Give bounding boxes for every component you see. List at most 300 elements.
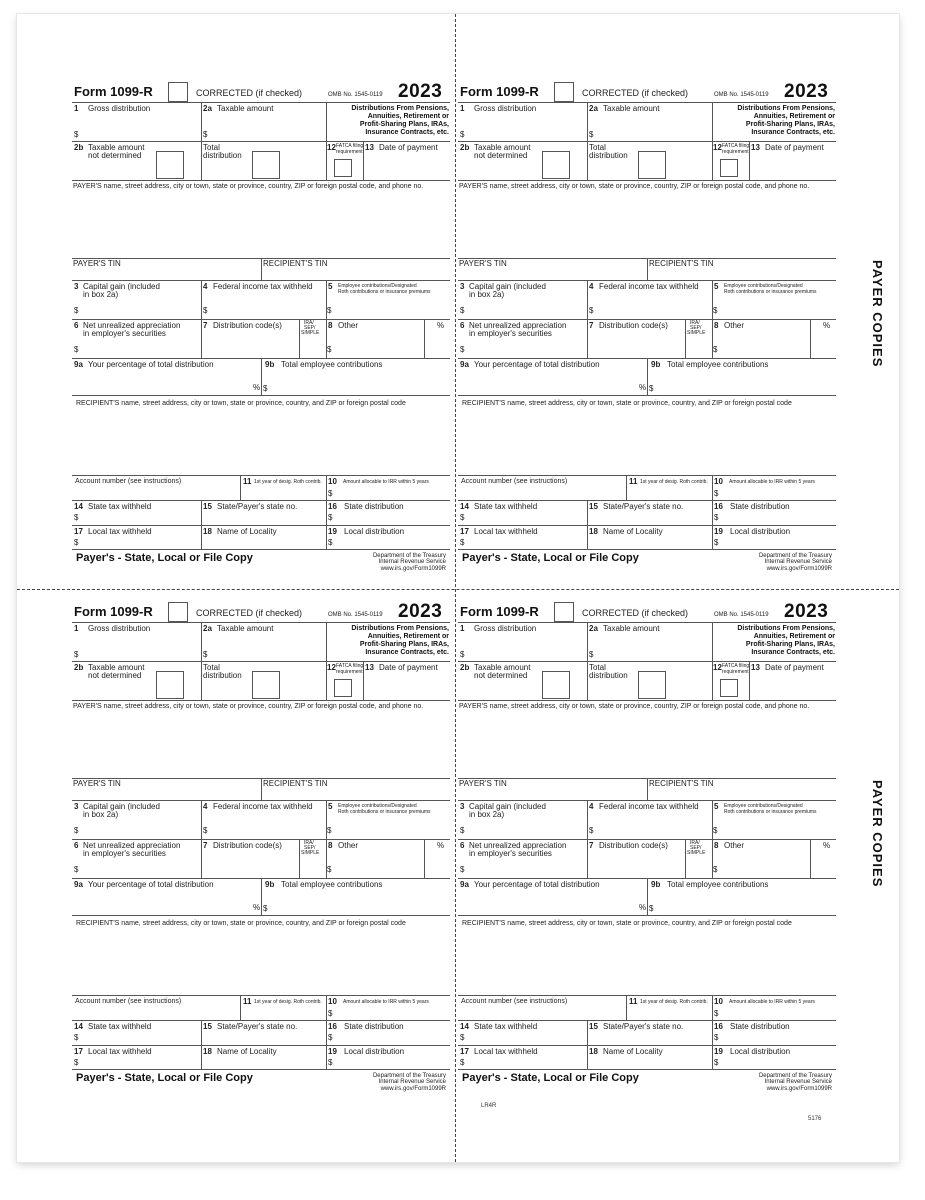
box8-dollar: $ [327, 345, 332, 354]
account-number-label: Account number (see instructions) [461, 998, 568, 1005]
form-1099r-top-right [458, 81, 836, 574]
box18-number: 18 [589, 1047, 598, 1056]
omb-number: OMB No. 1545-0119 [714, 92, 769, 98]
recipient-name-label: RECIPIENT'S name, street address, city or town, state or province, country, and ZIP or foreign postal code [462, 920, 792, 927]
copy-label: Payer's - State, Local or File Copy [462, 1072, 639, 1084]
box16-dollar: $ [328, 1033, 333, 1042]
box11-number: 11 [629, 477, 638, 486]
box12-label-2: requirement [722, 149, 749, 155]
box5-number: 5 [328, 282, 333, 291]
box4-number: 4 [203, 802, 208, 811]
box2b-label-2: not determined [88, 671, 142, 680]
box4-label: Federal income tax withheld [599, 282, 699, 291]
tax-year: 2023 [398, 81, 443, 102]
department-treasury: Department of the Treasury Internal Revenue Service www.irs.gov/Form1099R [372, 553, 446, 572]
box8-number: 8 [714, 841, 719, 850]
total-distribution-checkbox[interactable] [638, 671, 666, 699]
box13-label: Date of payment [765, 143, 824, 152]
box6-label-1: Net unrealized appreciation [469, 841, 567, 850]
box6-label-1: Net unrealized appreciation [469, 321, 567, 330]
box17-number: 17 [74, 1047, 83, 1056]
box2a-label: Taxable amount [217, 104, 274, 113]
omb-number: OMB No. 1545-0119 [328, 612, 383, 618]
box9a-number: 9a [460, 880, 469, 889]
box9b-dollar: $ [649, 384, 654, 393]
ira-label-2: SEP/ [690, 325, 702, 331]
box9b-dollar: $ [263, 904, 268, 913]
box2b-number: 2b [74, 663, 84, 672]
taxable-not-determined-checkbox[interactable] [156, 671, 184, 699]
box3-number: 3 [460, 802, 465, 811]
distributions-title: Distributions From Pensions, Annuities, Retirement or Profit-Sharing Plans, IRAs, Insurance Contracts, etc. [351, 105, 449, 136]
box16-number: 16 [714, 1022, 723, 1031]
tax-year: 2023 [784, 81, 829, 102]
corrected-checkbox[interactable] [554, 602, 574, 622]
box12-label-1: FATCA filing [336, 663, 364, 669]
box5-label-2: Roth contributions or insurance premiums [724, 809, 817, 815]
box2a-dollar: $ [589, 650, 594, 659]
box10-label: Amount allocable to IRR within 5 years [343, 479, 429, 485]
box1-number: 1 [460, 624, 465, 633]
box2b-label-2: not determined [88, 151, 142, 160]
corrected-label: CORRECTED (if checked) [196, 608, 303, 618]
box12-number: 12 [713, 663, 722, 672]
box2a-label: Taxable amount [603, 624, 660, 633]
form-1099r-bottom-right [458, 601, 836, 1094]
form-name: Form 1099-R [460, 84, 539, 99]
box10-dollar: $ [714, 1009, 719, 1018]
box14-dollar: $ [74, 513, 79, 522]
ira-label-3: SIMPLE [687, 850, 706, 856]
box5-label-1: Employee contributions/Designated [338, 283, 417, 289]
box10-number: 10 [328, 997, 337, 1006]
box3-number: 3 [74, 802, 79, 811]
box19-label: Local distribution [344, 1047, 405, 1056]
form-1099r-top-left [72, 81, 450, 574]
box14-dollar: $ [74, 1033, 79, 1042]
ira-label-2: SEP/ [304, 845, 316, 851]
corrected-label: CORRECTED (if checked) [582, 88, 689, 98]
box9a-percent: % [639, 903, 647, 912]
vertical-cut-line [455, 14, 456, 1162]
department-treasury: Department of the Treasury Internal Revenue Service www.irs.gov/Form1099R [758, 1073, 832, 1092]
box9b-label: Total employee contributions [667, 360, 769, 369]
box6-dollar: $ [74, 865, 79, 874]
box1-number: 1 [74, 624, 79, 633]
box6-label-2: in employer's securities [469, 849, 552, 858]
box16-label: State distribution [730, 502, 790, 511]
total-distribution-label-1: Total [203, 143, 220, 152]
box2a-number: 2a [589, 624, 598, 633]
recipient-tin-label: RECIPIENT'S TIN [649, 259, 714, 268]
side-label-payer-copies: PAYER COPIES [870, 260, 885, 368]
payer-name-label: PAYER'S name, street address, city or town, state or province, country, ZIP or foreign postal code, and phone no. [459, 703, 810, 710]
box5-dollar: $ [327, 306, 332, 315]
box12-number: 12 [713, 143, 722, 152]
box2a-label: Taxable amount [603, 104, 660, 113]
account-number-label: Account number (see instructions) [75, 998, 182, 1005]
box16-dollar: $ [714, 1033, 719, 1042]
box5-dollar: $ [713, 826, 718, 835]
fatca-checkbox[interactable] [720, 679, 738, 697]
box15-label: State/Payer's state no. [603, 502, 684, 511]
box14-label: State tax withheld [474, 1022, 538, 1031]
box17-dollar: $ [74, 1058, 79, 1067]
box6-label-2: in employer's securities [469, 329, 552, 338]
box9b-number: 9b [651, 360, 661, 369]
box14-dollar: $ [460, 1033, 465, 1042]
box2b-label-1: Taxable amount [474, 143, 531, 152]
box15-label: State/Payer's state no. [217, 502, 298, 511]
box3-dollar: $ [460, 306, 465, 315]
box7-number: 7 [203, 321, 208, 330]
box14-number: 14 [460, 502, 469, 511]
box14-number: 14 [74, 502, 83, 511]
box6-label-1: Net unrealized appreciation [83, 841, 181, 850]
box16-label: State distribution [730, 1022, 790, 1031]
box2b-label-1: Taxable amount [88, 663, 145, 672]
box9b-dollar: $ [263, 384, 268, 393]
box8-number: 8 [328, 841, 333, 850]
box3-label-1: Capital gain (included [83, 802, 160, 811]
form-1099r-bottom-left [72, 601, 450, 1094]
box19-number: 19 [328, 1047, 337, 1056]
box10-number: 10 [714, 997, 723, 1006]
payer-tin-label: PAYER'S TIN [459, 259, 507, 268]
box12-label-2: requirement [336, 669, 363, 675]
box17-dollar: $ [460, 1058, 465, 1067]
box4-number: 4 [203, 282, 208, 291]
department-treasury: Department of the Treasury Internal Revenue Service www.irs.gov/Form1099R [372, 1073, 446, 1092]
box2b-label-1: Taxable amount [88, 143, 145, 152]
box7-label: Distribution code(s) [213, 841, 282, 850]
box4-dollar: $ [589, 306, 594, 315]
box2b-number: 2b [74, 143, 84, 152]
copy-label: Payer's - State, Local or File Copy [462, 552, 639, 564]
box9a-number: 9a [74, 360, 83, 369]
box9a-label: Your percentage of total distribution [474, 360, 600, 369]
box6-label-2: in employer's securities [83, 329, 166, 338]
payer-tin-label: PAYER'S TIN [459, 779, 507, 788]
box5-label-2: Roth contributions or insurance premiums [338, 809, 431, 815]
ira-label-2: SEP/ [304, 325, 316, 331]
box8-percent: % [437, 841, 445, 850]
box6-number: 6 [74, 321, 79, 330]
recipient-tin-label: RECIPIENT'S TIN [649, 779, 714, 788]
box3-dollar: $ [74, 826, 79, 835]
box8-label: Other [724, 841, 745, 850]
total-distribution-checkbox[interactable] [252, 671, 280, 699]
total-distribution-label-1: Total [589, 143, 606, 152]
box11-label: 1st year of desig. Roth contrib. [254, 479, 322, 485]
box13-number: 13 [751, 663, 760, 672]
box18-label: Name of Locality [603, 527, 663, 536]
box17-dollar: $ [74, 538, 79, 547]
ira-label-1: IRA/ [304, 320, 314, 326]
box19-label: Local distribution [344, 527, 405, 536]
box4-label: Federal income tax withheld [213, 802, 313, 811]
box2b-label-1: Taxable amount [474, 663, 531, 672]
taxable-not-determined-checkbox[interactable] [156, 151, 184, 179]
box17-number: 17 [460, 527, 469, 536]
corrected-checkbox[interactable] [168, 82, 188, 102]
box8-label: Other [338, 321, 359, 330]
box11-label: 1st year of desig. Roth contrib. [254, 999, 322, 1005]
fatca-checkbox[interactable] [334, 159, 352, 177]
box3-label-1: Capital gain (included [83, 282, 160, 291]
footer-form-code: LR4R [481, 1103, 497, 1109]
box3-label-1: Capital gain (included [469, 282, 546, 291]
corrected-checkbox[interactable] [168, 602, 188, 622]
box14-number: 14 [74, 1022, 83, 1031]
box4-dollar: $ [589, 826, 594, 835]
box9a-number: 9a [74, 880, 83, 889]
box13-number: 13 [365, 143, 374, 152]
box4-label: Federal income tax withheld [213, 282, 313, 291]
box10-dollar: $ [328, 1009, 333, 1018]
box7-label: Distribution code(s) [213, 321, 282, 330]
box8-percent: % [437, 321, 445, 330]
box1-dollar: $ [460, 130, 465, 139]
box2a-dollar: $ [203, 650, 208, 659]
box9b-label: Total employee contributions [667, 880, 769, 889]
box16-number: 16 [714, 502, 723, 511]
box8-dollar: $ [713, 345, 718, 354]
box17-number: 17 [460, 1047, 469, 1056]
form-name: Form 1099-R [460, 604, 539, 619]
distributions-title: Distributions From Pensions, Annuities, Retirement or Profit-Sharing Plans, IRAs, Insurance Contracts, etc. [351, 625, 449, 656]
corrected-checkbox[interactable] [554, 82, 574, 102]
total-distribution-label-2: distribution [589, 151, 628, 160]
box8-label: Other [338, 841, 359, 850]
box8-label: Other [724, 321, 745, 330]
box15-number: 15 [203, 502, 212, 511]
box18-label: Name of Locality [603, 1047, 663, 1056]
box14-number: 14 [460, 1022, 469, 1031]
box12-number: 12 [327, 663, 336, 672]
form-name: Form 1099-R [74, 84, 153, 99]
taxable-not-determined-checkbox[interactable] [542, 671, 570, 699]
box6-label-2: in employer's securities [83, 849, 166, 858]
box8-percent: % [823, 841, 831, 850]
box2b-number: 2b [460, 663, 470, 672]
box6-number: 6 [460, 321, 465, 330]
box5-label-2: Roth contributions or insurance premiums [724, 289, 817, 295]
box2b-label-2: not determined [474, 151, 528, 160]
fatca-checkbox[interactable] [720, 159, 738, 177]
box15-number: 15 [589, 502, 598, 511]
box1-dollar: $ [74, 130, 79, 139]
box11-number: 11 [243, 477, 252, 486]
box19-dollar: $ [714, 1058, 719, 1067]
total-distribution-label-2: distribution [203, 151, 242, 160]
box7-number: 7 [203, 841, 208, 850]
box16-number: 16 [328, 1022, 337, 1031]
box3-label-2: in box 2a) [83, 810, 119, 819]
box3-number: 3 [460, 282, 465, 291]
ira-label-3: SIMPLE [301, 330, 320, 336]
box7-label: Distribution code(s) [599, 841, 668, 850]
total-distribution-checkbox[interactable] [252, 151, 280, 179]
payer-tin-label: PAYER'S TIN [73, 259, 121, 268]
total-distribution-label-2: distribution [203, 671, 242, 680]
box17-dollar: $ [460, 538, 465, 547]
box5-label-1: Employee contributions/Designated [724, 283, 803, 289]
payer-name-label: PAYER'S name, street address, city or town, state or province, country, ZIP or foreign postal code, and phone no. [73, 183, 424, 190]
box7-number: 7 [589, 841, 594, 850]
distributions-title: Distributions From Pensions, Annuities, Retirement or Profit-Sharing Plans, IRAs, Insurance Contracts, etc. [737, 105, 835, 136]
box5-label-1: Employee contributions/Designated [338, 803, 417, 809]
box1-number: 1 [460, 104, 465, 113]
box2a-label: Taxable amount [217, 624, 274, 633]
box11-number: 11 [243, 997, 252, 1006]
box2b-label-2: not determined [474, 671, 528, 680]
copy-label: Payer's - State, Local or File Copy [76, 552, 253, 564]
box12-number: 12 [327, 143, 336, 152]
box9b-number: 9b [651, 880, 661, 889]
box9a-label: Your percentage of total distribution [88, 360, 214, 369]
box9b-dollar: $ [649, 904, 654, 913]
total-distribution-label-1: Total [589, 663, 606, 672]
box11-number: 11 [629, 997, 638, 1006]
box15-label: State/Payer's state no. [603, 1022, 684, 1031]
box19-label: Local distribution [730, 527, 791, 536]
total-distribution-label-1: Total [203, 663, 220, 672]
box4-label: Federal income tax withheld [599, 802, 699, 811]
recipient-name-label: RECIPIENT'S name, street address, city or town, state or province, country, and ZIP or foreign postal code [462, 400, 792, 407]
box14-label: State tax withheld [474, 502, 538, 511]
box2a-dollar: $ [589, 130, 594, 139]
box9a-percent: % [639, 383, 647, 392]
box2a-number: 2a [203, 104, 212, 113]
ira-label-3: SIMPLE [687, 330, 706, 336]
box5-number: 5 [714, 802, 719, 811]
box16-label: State distribution [344, 502, 404, 511]
box3-label-2: in box 2a) [469, 290, 505, 299]
tax-year: 2023 [784, 601, 829, 622]
box12-label-1: FATCA filing [722, 143, 750, 149]
box15-label: State/Payer's state no. [217, 1022, 298, 1031]
total-distribution-checkbox[interactable] [638, 151, 666, 179]
box5-label-1: Employee contributions/Designated [724, 803, 803, 809]
box19-dollar: $ [714, 538, 719, 547]
side-label-payer-copies: PAYER COPIES [870, 780, 885, 888]
account-number-label: Account number (see instructions) [461, 478, 568, 485]
box6-number: 6 [74, 841, 79, 850]
box15-number: 15 [589, 1022, 598, 1031]
box4-dollar: $ [203, 826, 208, 835]
box7-number: 7 [589, 321, 594, 330]
account-number-label: Account number (see instructions) [75, 478, 182, 485]
payer-name-label: PAYER'S name, street address, city or town, state or province, country, ZIP or foreign postal code, and phone no. [459, 183, 810, 190]
fatca-checkbox[interactable] [334, 679, 352, 697]
box4-number: 4 [589, 802, 594, 811]
box19-dollar: $ [328, 1058, 333, 1067]
box11-label: 1st year of desig. Roth contrib. [640, 999, 708, 1005]
corrected-label: CORRECTED (if checked) [196, 88, 303, 98]
box2a-number: 2a [203, 624, 212, 633]
box1-label: Gross distribution [474, 624, 537, 633]
box19-dollar: $ [328, 538, 333, 547]
box10-dollar: $ [714, 489, 719, 498]
total-distribution-label-2: distribution [589, 671, 628, 680]
box17-label: Local tax withheld [474, 527, 538, 536]
box14-label: State tax withheld [88, 1022, 152, 1031]
box3-dollar: $ [74, 306, 79, 315]
box5-label-2: Roth contributions or insurance premiums [338, 289, 431, 295]
box10-number: 10 [328, 477, 337, 486]
box15-number: 15 [203, 1022, 212, 1031]
box10-dollar: $ [328, 489, 333, 498]
box6-dollar: $ [74, 345, 79, 354]
box17-label: Local tax withheld [474, 1047, 538, 1056]
box17-label: Local tax withheld [88, 1047, 152, 1056]
box1-label: Gross distribution [88, 104, 151, 113]
box13-number: 13 [365, 663, 374, 672]
box3-label-2: in box 2a) [469, 810, 505, 819]
box8-number: 8 [328, 321, 333, 330]
box19-label: Local distribution [730, 1047, 791, 1056]
box8-dollar: $ [327, 865, 332, 874]
box19-number: 19 [714, 527, 723, 536]
box12-label-1: FATCA filing [336, 143, 364, 149]
horizontal-cut-line [17, 589, 899, 590]
box11-label: 1st year of desig. Roth contrib. [640, 479, 708, 485]
box19-number: 19 [714, 1047, 723, 1056]
box14-dollar: $ [460, 513, 465, 522]
box10-label: Amount allocable to IRR within 5 years [729, 999, 815, 1005]
box9b-label: Total employee contributions [281, 360, 383, 369]
taxable-not-determined-checkbox[interactable] [542, 151, 570, 179]
recipient-name-label: RECIPIENT'S name, street address, city or town, state or province, country, and ZIP or foreign postal code [76, 400, 406, 407]
box1-dollar: $ [460, 650, 465, 659]
box13-number: 13 [751, 143, 760, 152]
ira-label-1: IRA/ [304, 840, 314, 846]
box6-label-1: Net unrealized appreciation [83, 321, 181, 330]
box13-label: Date of payment [379, 663, 438, 672]
box12-label-2: requirement [336, 149, 363, 155]
omb-number: OMB No. 1545-0119 [328, 92, 383, 98]
box1-dollar: $ [74, 650, 79, 659]
box9a-number: 9a [460, 360, 469, 369]
box10-number: 10 [714, 477, 723, 486]
payer-tin-label: PAYER'S TIN [73, 779, 121, 788]
box9a-percent: % [253, 903, 261, 912]
box10-label: Amount allocable to IRR within 5 years [343, 999, 429, 1005]
box16-dollar: $ [328, 513, 333, 522]
box8-dollar: $ [713, 865, 718, 874]
box1-label: Gross distribution [474, 104, 537, 113]
box12-label-1: FATCA filing [722, 663, 750, 669]
box5-number: 5 [714, 282, 719, 291]
copy-label: Payer's - State, Local or File Copy [76, 1072, 253, 1084]
form-name: Form 1099-R [74, 604, 153, 619]
box1-number: 1 [74, 104, 79, 113]
department-treasury: Department of the Treasury Internal Revenue Service www.irs.gov/Form1099R [758, 553, 832, 572]
box9a-percent: % [253, 383, 261, 392]
recipient-name-label: RECIPIENT'S name, street address, city or town, state or province, country, and ZIP or foreign postal code [76, 920, 406, 927]
box3-label-1: Capital gain (included [469, 802, 546, 811]
box2a-number: 2a [589, 104, 598, 113]
box3-label-2: in box 2a) [83, 290, 119, 299]
box5-dollar: $ [713, 306, 718, 315]
box3-dollar: $ [460, 826, 465, 835]
footer-number: 5176 [808, 1116, 822, 1122]
box3-number: 3 [74, 282, 79, 291]
box4-dollar: $ [203, 306, 208, 315]
box18-label: Name of Locality [217, 527, 277, 536]
box16-dollar: $ [714, 513, 719, 522]
